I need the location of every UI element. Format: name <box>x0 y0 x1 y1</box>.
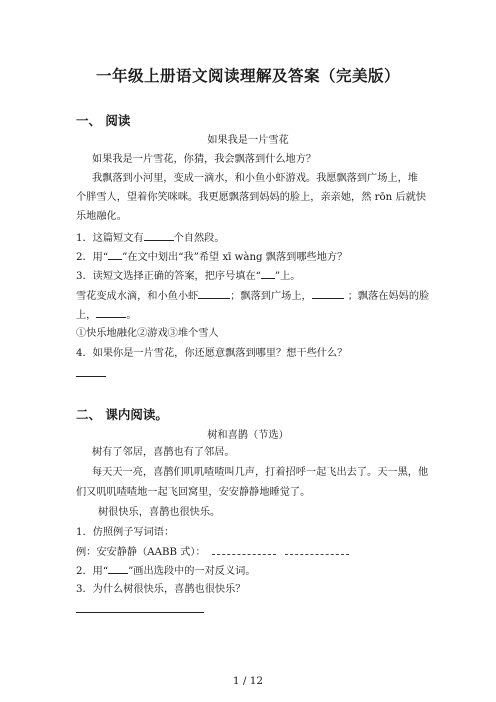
section-heading-reading: 一、 阅读 <box>76 113 131 128</box>
underline-mark <box>261 267 275 279</box>
section-heading-class-reading: 二、 课内阅读。 <box>76 407 168 422</box>
passage-title-snowflake: 如果我是一片雪花 <box>207 135 289 146</box>
fill-line-2: 上， 。 <box>76 306 137 324</box>
question-3: 3．读短文选择正确的答案，把序号填在“ ”上。 <box>76 267 300 285</box>
underline-mark <box>108 562 128 574</box>
question-1: 1．这篇短文有 个自然段。 <box>76 229 225 247</box>
document-title: 一年级上册语文阅读理解及答案（完美版） <box>95 66 400 85</box>
question-3: 3．为什么树很快乐，喜鹊也很快乐？ <box>76 584 246 595</box>
passage-line-4: 树很快乐，喜鹊也很快乐。 <box>98 507 221 518</box>
answer-line[interactable] <box>76 376 106 377</box>
passage-title-tree-magpie: 树和喜鹊（节选） <box>207 430 289 441</box>
passage-line-1: 如果我是一片雪花，你猜，我会飘落到什么地方？ <box>92 154 317 165</box>
answer-blank[interactable] <box>96 306 126 318</box>
answer-line[interactable] <box>76 612 204 613</box>
answer-blank[interactable] <box>212 543 276 555</box>
question-2: 2．用“ ”在文中划出“我”希望 xī wàng 飘落到哪些地方？ <box>76 248 347 266</box>
example-line: 例：安安静静（AABB 式）： <box>76 543 349 561</box>
underline-mark <box>108 248 122 260</box>
passage-line-3: 们又叽叽喳喳地一起飞回窝里，安安静静地睡觉了。 <box>76 487 311 498</box>
page-number: 1 / 12 <box>232 675 264 687</box>
answer-blank[interactable] <box>285 543 349 555</box>
passage-line-2: 我飘落到小河里，变成一滴水，和小鱼小虾游戏。我愿飘落到广场上，堆 <box>92 173 418 184</box>
passage-line-2: 每天天一亮，喜鹊们叽叽喳喳叫几声，打着招呼一起飞出去了。天一黑，他 <box>92 467 429 478</box>
passage-line-4: 乐地融化。 <box>76 211 127 222</box>
fill-line-1: 雪花变成水滴，和小鱼小虾 ；飘落到广场上， ；飘落在妈妈的脸 <box>76 287 429 305</box>
passage-line-1: 树有了邻居，喜鹊也有了邻居。 <box>92 447 235 458</box>
answer-options: ①快乐地融化②游戏③堆个雪人 <box>76 328 219 339</box>
question-2: 2．用“ ”画出选段中的一对反义词。 <box>76 562 256 580</box>
answer-blank[interactable] <box>312 287 344 299</box>
question-4: 4．如果你是一片雪花，你还愿意飘落到哪里？想干些什么？ <box>76 348 348 359</box>
question-1: 1．仿照例子写词语： <box>76 527 175 538</box>
passage-line-3: 个胖雪人，望着你笑咪咪。我更愿飘落到妈妈的脸上，亲亲她，然 rōn 后就快 <box>76 192 427 203</box>
answer-blank[interactable] <box>198 287 230 299</box>
answer-blank[interactable] <box>144 229 174 241</box>
